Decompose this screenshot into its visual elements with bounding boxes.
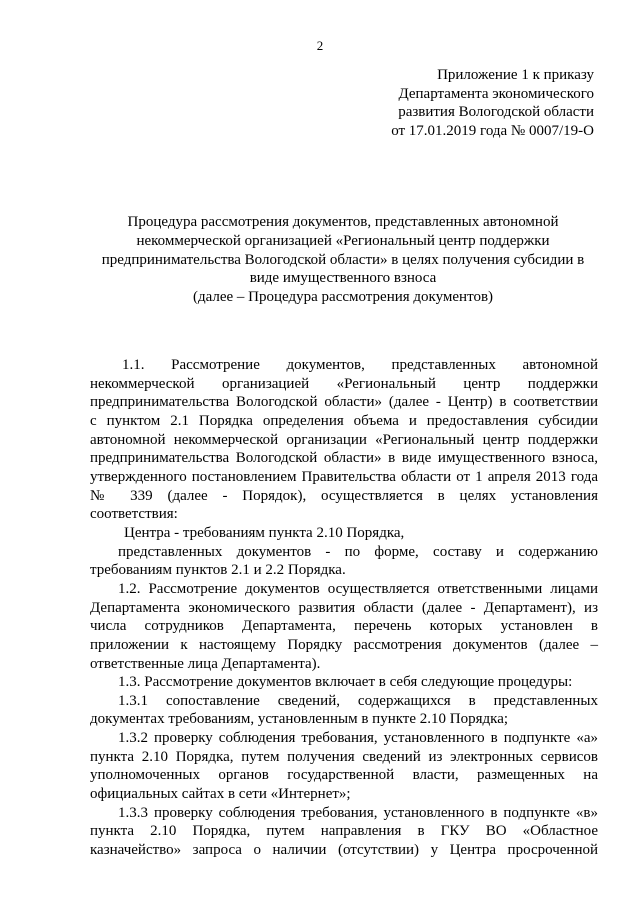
body-line: Департамента экономического развития области (далее - Департамент), из (90, 599, 598, 616)
body-line: 1.3.2 проверку соблюдения требования, установленного в подпункте «а» (118, 730, 598, 747)
body-line: официальных сайтах в сети «Интернет»; (90, 786, 351, 803)
body-line: 1.3. Рассмотрение документов включает в себя следующие процедуры: (118, 674, 573, 691)
appendix-line: Департамента экономического (398, 85, 594, 102)
body-line: 1.1. Рассмотрение документов, представленных автономной (122, 357, 598, 373)
body-line: Центра - требованиям пункта 2.10 Порядка, (124, 524, 405, 541)
body-line: 1.3.3 проверку соблюдения требования, установленного в подпункте «в» (118, 804, 598, 821)
body-line: ответственные лица Департамента). (90, 655, 321, 672)
appendix-line: Приложение 1 к приказу (437, 67, 594, 83)
document-title (88, 213, 598, 307)
body-line: представленных документов - по форме, составу и содержанию (118, 543, 598, 560)
body-line: требованиям пунктов 2.1 и 2.2 Порядка. (90, 562, 346, 579)
body-line: числа сотрудников Департамента, перечень которых установлен в (90, 618, 598, 635)
body-line: автономной некоммерческой организации «Региональный центр поддержки (90, 431, 598, 448)
document-body (90, 356, 598, 860)
body-line: приложении к настоящему Порядку рассмотрения документов (далее – (90, 636, 598, 653)
title-line: предпринимательства Вологодской области» в целях получения субсидии в (101, 251, 585, 268)
body-line: предпринимательства Вологодской области» в виде имущественного взноса, (90, 450, 598, 467)
body-line: 1.3.1 сопоставление сведений, содержащихся в представленных (118, 692, 598, 709)
body-line: казначейство» запроса о наличии (отсутствии) у Центра просроченной (90, 842, 598, 859)
title-line: виде имущественного взноса (249, 270, 437, 287)
body-line: пункта 2.10 Порядка, путем получения сведений из электронных сервисов (90, 748, 598, 765)
body-line: № 339 (далее - Порядок), осуществляется в целях установления (90, 487, 598, 504)
appendix-line: от 17.01.2019 года № 0007/19-О (391, 122, 594, 139)
body-line: документах требованиям, установленным в пункте 2.10 Порядка; (90, 711, 509, 728)
body-line: предпринимательства Вологодской области» (далее - Центр) в соответствии (90, 394, 598, 411)
title-line: (далее – Процедура рассмотрения документов) (192, 289, 494, 306)
appendix-header (391, 66, 594, 140)
appendix-line: развития Вологодской области (398, 104, 594, 120)
body-line: пункта 2.10 Порядка, путем направления в ГКУ ВО «Областное (90, 823, 598, 840)
body-line: с пунктом 2.1 Порядка определения объема и предоставления субсидии (90, 412, 598, 429)
title-line: некоммерческой организацией «Региональный центр поддержки (136, 232, 550, 249)
body-line: утвержденного постановлением Правительства области от 1 апреля 2013 года (90, 468, 598, 485)
title-line: Процедура рассмотрения документов, представленных автономной (127, 214, 559, 230)
body-line: 1.2. Рассмотрение документов осуществляется ответственными лицами (118, 580, 598, 597)
body-line: соответствия: (90, 506, 178, 523)
page-number: 2 (316, 38, 324, 53)
body-line: уполномоченных органов государственной власти, размещенных на (90, 767, 598, 784)
body-line: некоммерческой организацией «Региональный центр поддержки (90, 375, 598, 392)
